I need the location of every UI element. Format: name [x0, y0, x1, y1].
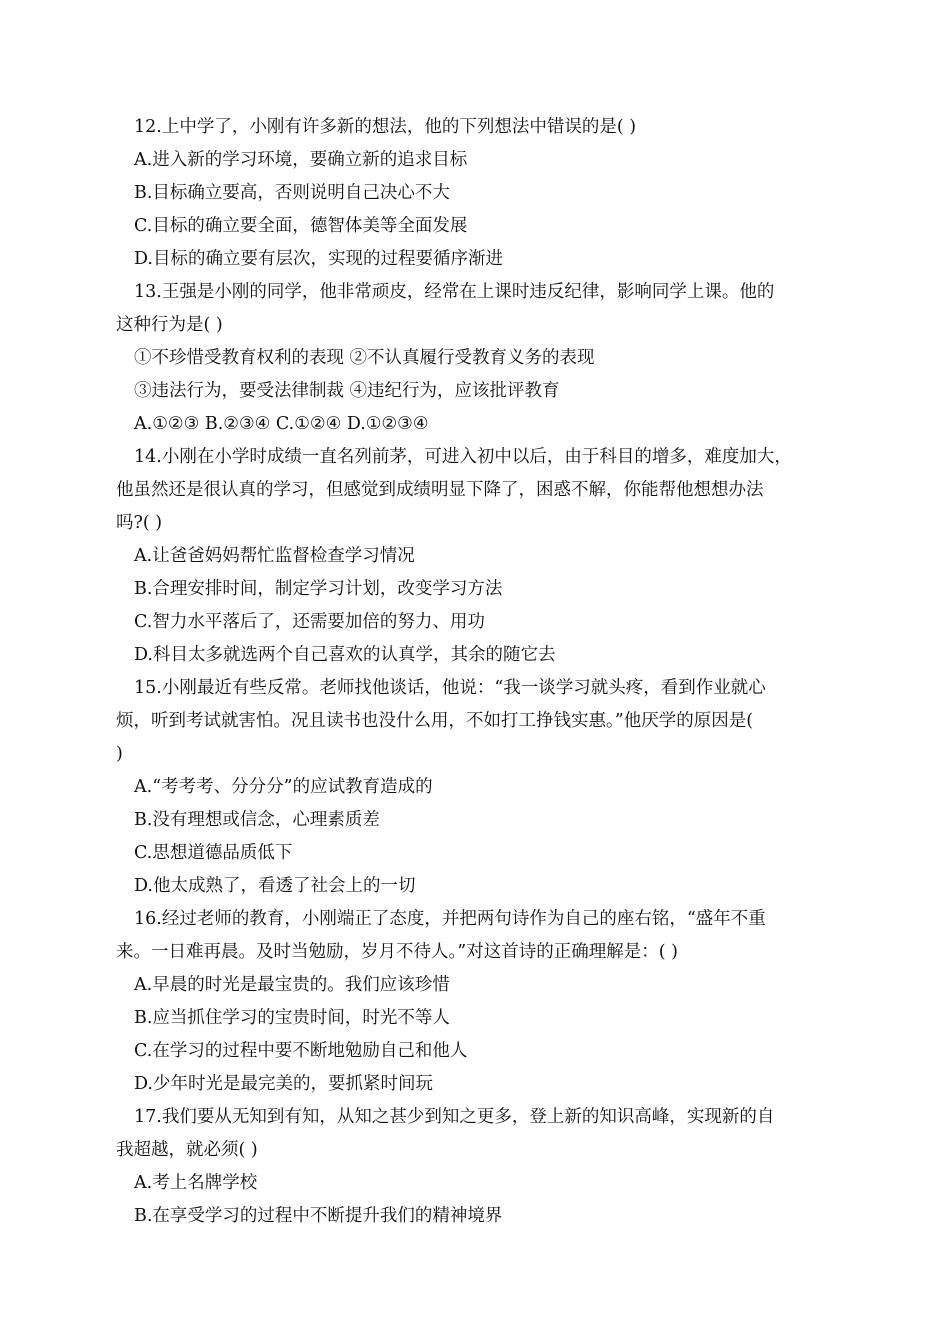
question-stem-line: 15.小刚最近有些反常。老师找他谈话，他说：“我一谈学习就头疼，看到作业就心: [134, 678, 766, 698]
question-stem-line: ): [116, 744, 123, 764]
question-16: [116, 903, 838, 1101]
option-d: D.他太成熟了，看透了社会上的一切: [134, 876, 416, 896]
document-page: [116, 111, 838, 1233]
question-stem-line: 13.王强是小刚的同学，他非常顽皮，经常在上课时违反纪律，影响同学上课。他的: [134, 282, 775, 302]
option-a: A.“考考考、分分分”的应试教育造成的: [134, 777, 433, 797]
option-a: A.进入新的学习环境，要确立新的追求目标: [134, 150, 468, 170]
question-stem-line: 我超越，就必须( ): [116, 1140, 258, 1160]
option-b: B.合理安排时间，制定学习计划，改变学习方法: [134, 579, 503, 599]
question-13: [116, 276, 838, 441]
question-14: [116, 441, 838, 672]
question-stem-line: 这种行为是( ): [116, 315, 223, 335]
option-a: A.考上名牌学校: [134, 1173, 258, 1193]
statement-line: ③违法行为，要受法律制裁 ④违纪行为，应该批评教育: [134, 381, 560, 401]
option-b: B.目标确立要高，否则说明自己决心不大: [134, 183, 450, 203]
option-b: B.没有理想或信念，心理素质差: [134, 810, 380, 830]
question-17: [116, 1101, 838, 1233]
option-b: B.应当抓住学习的宝贵时间，时光不等人: [134, 1008, 450, 1028]
question-stem-line: 16.经过老师的教育，小刚端正了态度，并把两句诗作为自己的座右铭，“盛年不重: [134, 909, 766, 929]
question-12: [116, 111, 838, 276]
options-line: A.①②③ B.②③④ C.①②④ D.①②③④: [134, 414, 429, 434]
option-c: C.思想道德品质低下: [134, 843, 293, 863]
option-d: D.目标的确立要有层次，实现的过程要循序渐进: [134, 249, 503, 269]
question-stem-line: 12.上中学了，小刚有许多新的想法，他的下列想法中错误的是( ): [134, 117, 637, 137]
option-a: A.早晨的时光是最宝贵的。我们应该珍惜: [134, 975, 450, 995]
question-stem-line: 他虽然还是很认真的学习，但感觉到成绩明显下降了，困惑不解，你能帮他想想办法: [116, 480, 764, 500]
option-c: C.目标的确立要全面，德智体美等全面发展: [134, 216, 468, 236]
option-d: D.科目太多就选两个自己喜欢的认真学，其余的随它去: [134, 645, 556, 665]
option-c: C.智力水平落后了，还需要加倍的努力、用功: [134, 612, 485, 632]
option-b: B.在享受学习的过程中不断提升我们的精神境界: [134, 1206, 503, 1226]
question-stem-line: 吗?( ): [116, 513, 163, 533]
option-c: C.在学习的过程中要不断地勉励自己和他人: [134, 1041, 468, 1061]
question-stem-line: 烦，听到考试就害怕。况且读书也没什么用，不如打工挣钱实惠。”他厌学的原因是(: [116, 711, 754, 731]
option-a: A.让爸爸妈妈帮忙监督检查学习情况: [134, 546, 415, 566]
question-stem-line: 17.我们要从无知到有知，从知之甚少到知之更多，登上新的知识高峰，实现新的自: [134, 1107, 775, 1127]
question-stem-line: 14.小刚在小学时成绩一直名列前茅，可进入初中以后，由于科目的增多，难度加大，: [134, 447, 792, 467]
statement-line: ①不珍惜受教育权利的表现 ②不认真履行受教育义务的表现: [134, 348, 595, 368]
question-stem-line: 来。一日难再晨。及时当勉励，岁月不待人。”对这首诗的正确理解是：( ): [116, 942, 678, 962]
question-15: [116, 672, 838, 903]
option-d: D.少年时光是最完美的，要抓紧时间玩: [134, 1074, 433, 1094]
